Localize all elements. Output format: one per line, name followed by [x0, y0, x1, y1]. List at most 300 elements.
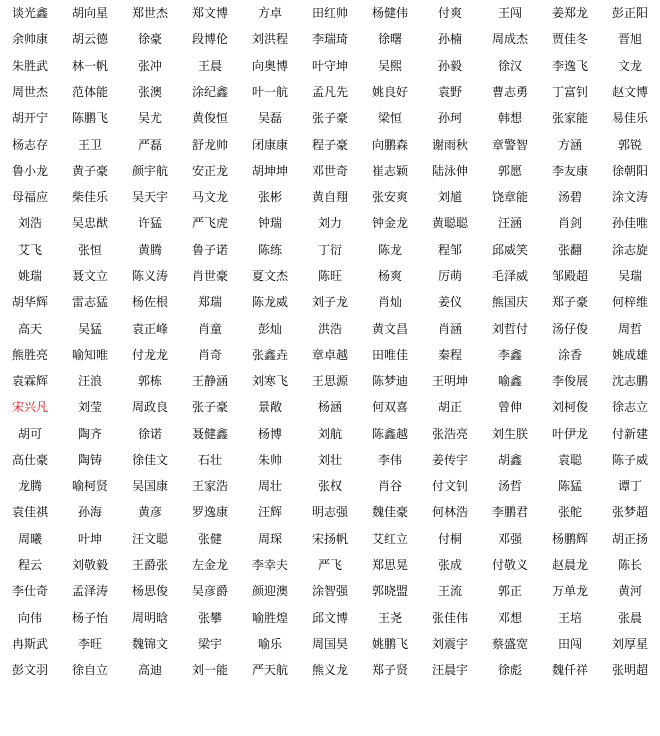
name-cell: 杨志存: [11, 137, 48, 152]
name-cell: 张彬: [257, 190, 282, 205]
name-cell: 袁佳祺: [11, 505, 48, 520]
name-cell: 袁正峰: [131, 321, 168, 336]
name-cell: 柴佳乐: [71, 190, 108, 205]
name-cell: 陆泳伸: [431, 163, 468, 178]
name-cell: 刘莹: [77, 400, 102, 415]
name-cell: 程子豪: [311, 137, 348, 152]
name-cell: 张浩亮: [431, 426, 468, 441]
name-cell: 向伟: [17, 610, 42, 625]
name-cell: 刘力: [317, 216, 342, 231]
name-cell: 郑世杰: [131, 6, 168, 21]
name-cell: 陈鑫越: [371, 426, 408, 441]
name-cell: 聂文立: [71, 268, 108, 283]
name-cell: 张佳伟: [431, 610, 468, 625]
name-cell: 颜迎澳: [251, 584, 288, 599]
name-cell: 周琛: [257, 531, 282, 546]
name-row: [0, 158, 648, 184]
name-cell: 熊胜亮: [11, 347, 48, 362]
name-cell: 向奥博: [251, 58, 288, 73]
name-cell: 安正龙: [191, 163, 228, 178]
name-cell: 汪浪: [77, 374, 102, 389]
name-cell: 王静涵: [191, 374, 228, 389]
name-cell: 孙毅: [437, 58, 462, 73]
name-cell: 刘柯俊: [551, 400, 588, 415]
name-cell: 沈志鹏: [611, 374, 648, 389]
name-cell: 艾飞: [17, 242, 42, 257]
name-cell: 鲁小龙: [11, 163, 48, 178]
name-cell: 明志强: [311, 505, 348, 520]
name-cell: 徐志立: [611, 400, 648, 415]
name-cell: 吴忠猷: [71, 216, 108, 231]
name-cell: 张晨: [617, 610, 642, 625]
name-cell: 汪晨宇: [431, 663, 468, 678]
name-cell: 肖剑: [557, 216, 582, 231]
name-cell: 张子豪: [191, 400, 228, 415]
name-cell: 袁野: [437, 84, 462, 99]
name-row: [0, 289, 648, 315]
name-cell: 章警智: [491, 137, 528, 152]
name-cell: 洪浩: [317, 321, 342, 336]
name-cell: 高仕豪: [11, 452, 48, 467]
name-cell: 龙腾: [17, 479, 42, 494]
name-cell: 胡正扬: [611, 531, 648, 546]
name-row: [0, 657, 648, 683]
name-cell: 王思源: [311, 374, 348, 389]
name-cell: 周世杰: [11, 84, 48, 99]
name-cell: 袁聪: [557, 452, 582, 467]
name-cell: 袁霖辉: [11, 374, 48, 389]
name-cell: 宋扬帆: [311, 531, 348, 546]
name-cell: 陈猛: [557, 479, 582, 494]
name-cell: 程云: [17, 558, 42, 573]
name-cell: 邹殿超: [551, 268, 588, 283]
name-cell: 汤哲: [497, 479, 522, 494]
name-cell: 何双喜: [371, 400, 408, 415]
name-cell: 姜郑龙: [551, 6, 588, 21]
name-cell: 范体能: [71, 84, 108, 99]
name-cell: 杨思俊: [131, 584, 168, 599]
name-cell: 周国昊: [311, 636, 348, 651]
name-cell: 陈龙: [377, 242, 402, 257]
name-cell: 刘一能: [191, 663, 228, 678]
name-cell: 肖灿: [377, 295, 402, 310]
name-row: [0, 421, 648, 447]
name-cell: 胡向星: [71, 6, 108, 21]
name-cell: 魏佳豪: [371, 505, 408, 520]
name-cell: 向鹏森: [371, 137, 408, 152]
name-cell: 彭文羽: [11, 663, 48, 678]
name-cell: 周壮: [257, 479, 282, 494]
name-cell: 郭正: [497, 584, 522, 599]
name-cell: 邓想: [497, 610, 522, 625]
name-cell: 孙楠: [437, 32, 462, 47]
name-cell: 易佳乐: [611, 111, 648, 126]
name-cell: 王流: [437, 584, 462, 599]
name-cell: 徐彪: [497, 663, 522, 678]
name-cell: 刘敬毅: [71, 558, 108, 573]
name-cell: 罗逸康: [191, 505, 228, 520]
name-row: [0, 131, 642, 157]
name-cell: 朱胜武: [11, 58, 48, 73]
name-cell: 叶伊龙: [551, 426, 588, 441]
name-cell: 李伟: [377, 452, 402, 467]
name-cell: 秦程: [437, 347, 462, 362]
highlighted-name-cell: 宋兴凡: [11, 400, 48, 415]
name-row: [0, 26, 642, 52]
name-cell: 梁恒: [377, 111, 402, 126]
name-cell: 付新建: [611, 426, 648, 441]
name-cell: 李鹏君: [491, 505, 528, 520]
name-cell: 杨鹏辉: [551, 531, 588, 546]
name-cell: 刘馗: [437, 190, 462, 205]
name-cell: 郑子豪: [551, 295, 588, 310]
name-cell: 杨爽: [377, 268, 402, 283]
name-cell: 杨涵: [317, 400, 342, 415]
name-cell: 曾伸: [497, 400, 522, 415]
name-cell: 邱威笑: [491, 242, 528, 257]
name-cell: 刘哲付: [491, 321, 528, 336]
name-cell: 黄河: [617, 584, 642, 599]
name-cell: 刘震宇: [431, 636, 468, 651]
name-cell: 郭栋: [137, 374, 162, 389]
name-cell: 厉萌: [437, 268, 462, 283]
name-cell: 姚鹏飞: [371, 636, 408, 651]
name-cell: 胡华辉: [11, 295, 48, 310]
name-row: [0, 578, 642, 604]
name-cell: 胡开宁: [11, 111, 48, 126]
name-cell: 孙佳唯: [611, 216, 648, 231]
name-cell: 陈旺: [317, 268, 342, 283]
name-cell: 王闯: [497, 6, 522, 21]
name-cell: 晋旭: [617, 32, 642, 47]
name-cell: 文龙: [617, 58, 642, 73]
name-cell: 曹志勇: [491, 84, 528, 99]
name-cell: 段博伦: [191, 32, 228, 47]
name-cell: 陈鹏飞: [71, 111, 108, 126]
name-cell: 吴国康: [131, 479, 168, 494]
name-cell: 郑子贤: [371, 663, 408, 678]
name-cell: 李仕奇: [11, 584, 48, 599]
name-cell: 谭丁: [617, 479, 642, 494]
name-cell: 陈练: [257, 242, 282, 257]
name-row: [0, 0, 648, 26]
name-row: [0, 237, 648, 263]
name-row: [0, 447, 648, 473]
name-cell: 崔志颖: [371, 163, 408, 178]
name-cell: 张健: [197, 531, 222, 546]
name-cell: 王家浩: [191, 479, 228, 494]
name-cell: 鲁子诺: [191, 242, 228, 257]
name-cell: 李友康: [551, 163, 588, 178]
name-cell: 钟金龙: [371, 216, 408, 231]
name-row: [0, 315, 642, 341]
name-cell: 张权: [317, 479, 342, 494]
name-cell: 肖世豪: [191, 268, 228, 283]
name-cell: 田红帅: [311, 6, 348, 21]
name-cell: 彭灿: [257, 321, 282, 336]
name-cell: 付龙龙: [131, 347, 168, 362]
name-cell: 石壮: [197, 452, 222, 467]
name-cell: 方卓: [257, 6, 282, 21]
name-cell: 张冲: [137, 58, 162, 73]
name-cell: 张翻: [557, 242, 582, 257]
name-cell: 吴熙: [377, 58, 402, 73]
name-row: [0, 210, 648, 236]
name-cell: 肖谷: [377, 479, 402, 494]
name-cell: 姜传宇: [431, 452, 468, 467]
name-cell: 吴磊: [257, 111, 282, 126]
name-cell: 陈梦迪: [371, 374, 408, 389]
name-cell: 许猛: [137, 216, 162, 231]
name-cell: 姚成雄: [611, 347, 648, 362]
name-cell: 章卓越: [311, 347, 348, 362]
name-cell: 杨子怡: [71, 610, 108, 625]
name-cell: 张舵: [557, 505, 582, 520]
name-cell: 雷志猛: [71, 295, 108, 310]
name-cell: 熊国庆: [491, 295, 528, 310]
name-row: [0, 368, 648, 394]
name-cell: 蔡盛宽: [491, 636, 528, 651]
name-cell: 颜宇航: [131, 163, 168, 178]
name-cell: 喻鑫: [497, 374, 522, 389]
name-cell: 李旺: [77, 636, 102, 651]
name-cell: 郭锐: [617, 137, 642, 152]
name-row: [0, 79, 648, 105]
name-cell: 吴瑞: [617, 268, 642, 283]
name-cell: 周曦: [17, 531, 42, 546]
name-cell: 杨健伟: [371, 6, 408, 21]
name-cell: 叶守坤: [311, 58, 348, 73]
name-row: [0, 184, 648, 210]
name-cell: 张明超: [611, 663, 648, 678]
name-cell: 田唯佳: [371, 347, 408, 362]
name-cell: 喻胜煌: [251, 610, 288, 625]
name-row: [0, 473, 642, 499]
name-cell: 付文钊: [431, 479, 468, 494]
name-cell: 高迪: [137, 663, 162, 678]
name-cell: 黄俊恒: [191, 111, 228, 126]
name-cell: 严磊: [137, 137, 162, 152]
name-cell: 徐朝阳: [611, 163, 648, 178]
name-row: [0, 604, 642, 630]
name-cell: 徐诺: [137, 426, 162, 441]
name-cell: 魏仟祥: [551, 663, 588, 678]
name-cell: 周政良: [131, 400, 168, 415]
name-cell: 余帅康: [11, 32, 48, 47]
name-cell: 胡鑫: [497, 452, 522, 467]
name-cell: 张鑫垚: [251, 347, 288, 362]
name-cell: 严天航: [251, 663, 288, 678]
name-cell: 陈义涛: [131, 268, 168, 283]
name-cell: 王爵张: [131, 558, 168, 573]
name-cell: 吴尤: [137, 111, 162, 126]
name-cell: 吴天宇: [131, 190, 168, 205]
name-row: [0, 263, 642, 289]
name-cell: 韩想: [497, 111, 522, 126]
name-cell: 赵晨龙: [551, 558, 588, 573]
name-cell: 付爽: [437, 6, 462, 21]
name-cell: 夏文杰: [251, 268, 288, 283]
name-cell: 王晨: [197, 58, 222, 73]
name-cell: 周哲: [617, 321, 642, 336]
name-cell: 黄自翔: [311, 190, 348, 205]
name-cell: 张成: [437, 558, 462, 573]
name-cell: 黄子豪: [71, 163, 108, 178]
name-row: [0, 631, 648, 657]
name-cell: 邓强: [497, 531, 522, 546]
name-cell: 周明晗: [131, 610, 168, 625]
name-cell: 姚瑞: [17, 268, 42, 283]
name-cell: 孙珂: [437, 111, 462, 126]
name-cell: 涂志旋: [611, 242, 648, 257]
name-cell: 王培: [557, 610, 582, 625]
name-cell: 刘子龙: [311, 295, 348, 310]
name-cell: 陈长: [617, 558, 642, 573]
name-cell: 徐豪: [137, 32, 162, 47]
name-cell: 张安爽: [371, 190, 408, 205]
name-cell: 刘壮: [317, 452, 342, 467]
name-cell: 杨佐根: [131, 295, 168, 310]
name-cell: 张澳: [137, 84, 162, 99]
name-cell: 刘洪程: [251, 32, 288, 47]
name-cell: 肖涵: [437, 321, 462, 336]
name-row: [0, 526, 648, 552]
name-cell: 郭愿: [497, 163, 522, 178]
name-cell: 毛泽威: [491, 268, 528, 283]
name-cell: 李俊展: [551, 374, 588, 389]
name-cell: 王卫: [77, 137, 102, 152]
name-cell: 叶坤: [77, 531, 102, 546]
name-cell: 徐曙: [377, 32, 402, 47]
name-cell: 景敞: [257, 400, 282, 415]
name-cell: 梁宇: [197, 636, 222, 651]
name-cell: 张子豪: [311, 111, 348, 126]
name-cell: 喻乐: [257, 636, 282, 651]
name-cell: 姚良好: [371, 84, 408, 99]
name-cell: 马文龙: [191, 190, 228, 205]
name-cell: 李幸夫: [251, 558, 288, 573]
name-row: [0, 53, 642, 79]
name-cell: 杨博: [257, 426, 282, 441]
name-cell: 陶铸: [77, 452, 102, 467]
name-cell: 彭正阳: [611, 6, 648, 21]
name-cell: 汪文聪: [131, 531, 168, 546]
name-row: [0, 552, 642, 578]
name-cell: 王尧: [377, 610, 402, 625]
name-cell: 郑瑞: [197, 295, 222, 310]
name-cell: 张梦超: [611, 505, 648, 520]
name-cell: 钟瑞: [257, 216, 282, 231]
name-cell: 谈光鑫: [11, 6, 48, 21]
name-cell: 徐佳文: [131, 452, 168, 467]
name-cell: 黄腾: [137, 242, 162, 257]
name-cell: 付桐: [437, 531, 462, 546]
name-cell: 左金龙: [191, 558, 228, 573]
name-cell: 徐自立: [71, 663, 108, 678]
name-cell: 严飞虎: [191, 216, 228, 231]
name-cell: 饶章能: [491, 190, 528, 205]
name-cell: 孟泽涛: [71, 584, 108, 599]
name-cell: 何林浩: [431, 505, 468, 520]
name-cell: 万单龙: [551, 584, 588, 599]
name-cell: 高天: [17, 321, 42, 336]
name-cell: 喻柯贤: [71, 479, 108, 494]
name-cell: 肖童: [197, 321, 222, 336]
name-cell: 张家能: [551, 111, 588, 126]
name-cell: 丁富钊: [551, 84, 588, 99]
name-cell: 周成杰: [491, 32, 528, 47]
name-cell: 胡可: [17, 426, 42, 441]
name-cell: 母福应: [11, 190, 48, 205]
name-cell: 陈子威: [611, 452, 648, 467]
name-cell: 汪辉: [257, 505, 282, 520]
name-cell: 喻知唯: [71, 347, 108, 362]
name-cell: 胡正: [437, 400, 462, 415]
name-cell: 郑文博: [191, 6, 228, 21]
name-cell: 刘浩: [17, 216, 42, 231]
name-cell: 李瑞琦: [311, 32, 348, 47]
name-row: [0, 394, 648, 420]
name-cell: 叶一航: [251, 84, 288, 99]
name-cell: 刘厚星: [611, 636, 648, 651]
name-cell: 付敬义: [491, 558, 528, 573]
name-cell: 涂纪鑫: [191, 84, 228, 99]
name-cell: 刘航: [317, 426, 342, 441]
name-cell: 黄聪聪: [431, 216, 468, 231]
name-cell: 严飞: [317, 558, 342, 573]
name-row: [0, 499, 648, 525]
name-cell: 贾佳冬: [551, 32, 588, 47]
name-cell: 田闯: [557, 636, 582, 651]
name-cell: 陈龙威: [251, 295, 288, 310]
name-cell: 方涵: [557, 137, 582, 152]
name-cell: 黄文昌: [371, 321, 408, 336]
name-cell: 刘生朕: [491, 426, 528, 441]
name-cell: 姜仪: [437, 295, 462, 310]
name-cell: 张恒: [77, 242, 102, 257]
name-cell: 涂香: [557, 347, 582, 362]
name-cell: 胡云德: [71, 32, 108, 47]
name-cell: 郭晓盟: [371, 584, 408, 599]
name-cell: 魏锦文: [131, 636, 168, 651]
name-cell: 邱文博: [311, 610, 348, 625]
name-cell: 李鑫: [497, 347, 522, 362]
name-cell: 丁衍: [317, 242, 342, 257]
name-cell: 吴猛: [77, 321, 102, 336]
name-cell: 徐汉: [497, 58, 522, 73]
name-cell: 汤仔俊: [551, 321, 588, 336]
name-cell: 郑思晃: [371, 558, 408, 573]
name-cell: 孟凡先: [311, 84, 348, 99]
name-cell: 林一帆: [71, 58, 108, 73]
name-cell: 何梓维: [611, 295, 648, 310]
name-cell: 肖奇: [197, 347, 222, 362]
name-cell: 孙海: [77, 505, 102, 520]
name-cell: 朱帅: [257, 452, 282, 467]
name-cell: 涂文涛: [611, 190, 648, 205]
name-cell: 刘寒飞: [251, 374, 288, 389]
name-cell: 陶齐: [77, 426, 102, 441]
name-cell: 舒龙帅: [191, 137, 228, 152]
name-cell: 聂健鑫: [191, 426, 228, 441]
name-cell: 熊义龙: [311, 663, 348, 678]
name-cell: 谢雨秋: [431, 137, 468, 152]
name-cell: 王明坤: [431, 374, 468, 389]
name-cell: 程邹: [437, 242, 462, 257]
name-cell: 吴彦爵: [191, 584, 228, 599]
name-cell: 涂智强: [311, 584, 348, 599]
name-cell: 闭康康: [251, 137, 288, 152]
